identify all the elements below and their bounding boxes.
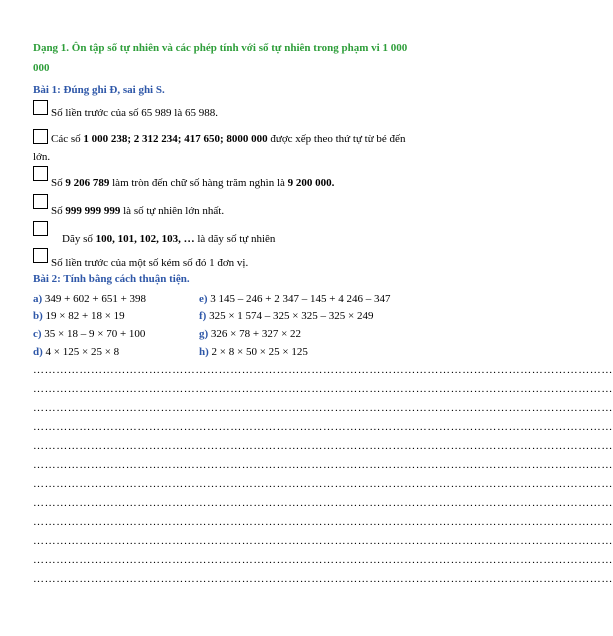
answer-line[interactable]: …………………………………………………………………………………………………………………………………… <box>33 535 613 547</box>
answer-line[interactable]: …………………………………………………………………………………………………………………………………… <box>33 573 613 585</box>
answer-line[interactable]: …………………………………………………………………………………………………………………………………… <box>33 516 613 528</box>
answer-checkbox-5[interactable] <box>33 221 48 236</box>
statement-2-pre: Các số <box>51 133 84 145</box>
statement-3 <box>51 176 334 190</box>
statement-5-sequence: 100, 101, 102, 103, … <box>95 233 195 245</box>
answer-checkbox-4[interactable] <box>33 194 48 209</box>
statement-2-post: được xếp theo thứ tự từ bé đến <box>267 133 406 145</box>
answer-checkbox-1[interactable] <box>33 100 48 115</box>
problem-b-label: b) <box>33 310 43 322</box>
problem-c-expr: 35 × 18 – 9 × 70 + 100 <box>44 328 146 340</box>
answer-line[interactable]: …………………………………………………………………………………………………………………………………… <box>33 440 613 452</box>
problem-f-expr: 325 × 1 574 – 325 × 325 – 325 × 249 <box>209 310 374 322</box>
statement-3-number: 9 206 789 <box>65 177 110 189</box>
exercise1-title: Bài 1: Đúng ghi Đ, sai ghi S. <box>33 84 165 96</box>
statement-2-numbers: 1 000 238; 2 312 234; 417 650; 8000 000 <box>83 133 268 145</box>
problem-g-label: g) <box>199 328 209 340</box>
statement-4-post: là số tự nhiên lớn nhất. <box>120 205 225 217</box>
answer-checkbox-2[interactable] <box>33 129 48 144</box>
problem-b <box>33 309 125 323</box>
section-title-line2: 000 <box>33 62 50 74</box>
problem-e <box>199 292 390 306</box>
problem-f <box>199 309 373 323</box>
problem-a-label: a) <box>33 293 43 305</box>
answer-line[interactable]: …………………………………………………………………………………………………………………………………… <box>33 478 613 490</box>
problem-c <box>33 327 145 341</box>
problem-g-expr: 326 × 78 + 327 × 22 <box>210 328 302 340</box>
problem-d <box>33 345 119 359</box>
statement-4-number: 999 999 999 <box>65 205 121 217</box>
answer-line[interactable]: …………………………………………………………………………………………………………………………………… <box>33 554 613 566</box>
statement-5-post: là dãy số tự nhiên <box>194 233 276 245</box>
statement-3-post: làm tròn đến chữ số hàng trăm nghìn là <box>109 177 288 189</box>
answer-line[interactable]: …………………………………………………………………………………………………………………………………… <box>33 383 613 395</box>
statement-1 <box>51 106 218 120</box>
problem-d-label: d) <box>33 346 43 358</box>
exercise2-title: Bài 2: Tính bằng cách thuận tiện. <box>33 273 190 285</box>
problem-f-label: f) <box>199 310 207 322</box>
answer-checkbox-3[interactable] <box>33 166 48 181</box>
problem-c-label: c) <box>33 328 42 340</box>
problem-h-label: h) <box>199 346 209 358</box>
answer-checkbox-6[interactable] <box>33 248 48 263</box>
statement-6: Số liền trước của một số kém số đó 1 đơn vị. <box>51 257 249 269</box>
answer-line[interactable]: …………………………………………………………………………………………………………………………………… <box>33 402 613 414</box>
problem-g <box>199 327 301 341</box>
problem-a <box>33 292 146 306</box>
statement-2-continuation: lớn. <box>33 151 51 163</box>
section-title-line1: Dạng 1. Ôn tập số tự nhiên và các phép tính với số tự nhiên trong phạm vi 1 000 <box>33 42 408 54</box>
answer-line[interactable]: …………………………………………………………………………………………………………………………………… <box>33 497 613 509</box>
answer-line[interactable]: …………………………………………………………………………………………………………………………………… <box>33 421 613 433</box>
statement-3-pre: Số <box>51 177 66 189</box>
problem-e-expr: 3 145 – 246 + 2 347 – 145 + 4 246 – 347 <box>210 293 391 305</box>
problem-h-expr: 2 × 8 × 50 × 25 × 125 <box>211 346 308 358</box>
statement-4-pre: Số <box>51 205 66 217</box>
problem-b-expr: 19 × 82 + 18 × 19 <box>45 310 125 322</box>
answer-line[interactable]: …………………………………………………………………………………………………………………………………… <box>33 364 613 376</box>
statement-3-result: 9 200 000. <box>287 177 335 189</box>
problem-h <box>199 345 308 359</box>
statement-4 <box>51 204 224 218</box>
answer-line[interactable]: …………………………………………………………………………………………………………………………………… <box>33 459 613 471</box>
problem-a-expr: 349 + 602 + 651 + 398 <box>44 293 147 305</box>
statement-1-text: Số liền trước của số 65 989 là 65 988. <box>51 107 218 119</box>
statement-5 <box>62 232 275 246</box>
statement-2 <box>51 132 405 146</box>
statement-5-pre: Dãy số <box>62 233 96 245</box>
problem-d-expr: 4 × 125 × 25 × 8 <box>45 346 120 358</box>
problem-e-label: e) <box>199 293 208 305</box>
